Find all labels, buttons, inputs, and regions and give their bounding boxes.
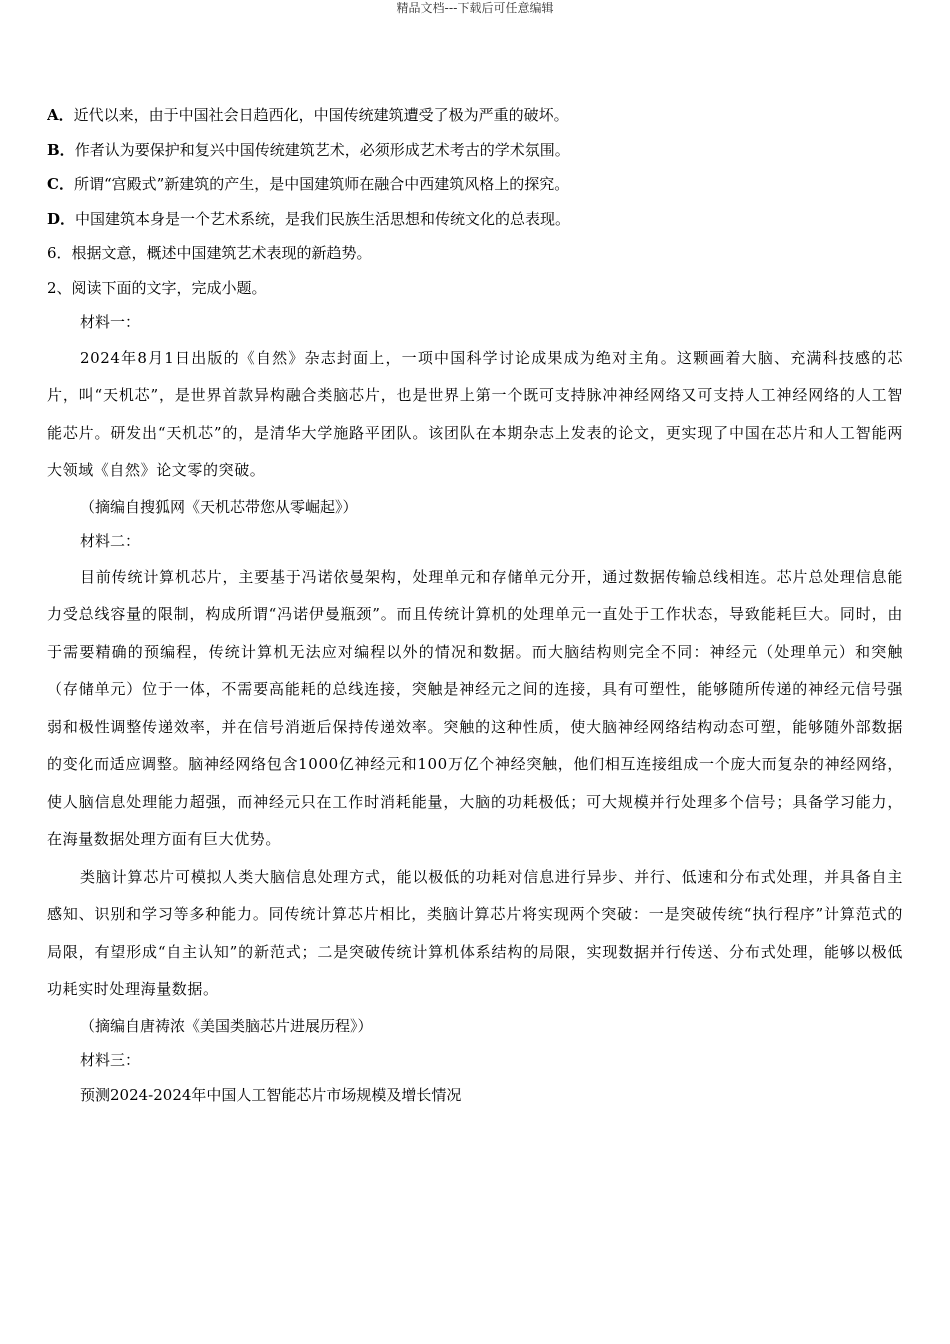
option-b	[47, 133, 903, 168]
option-text: 中国建筑本身是一个艺术系统，是我们民族生活思想和传统文化的总表现。	[75, 209, 571, 228]
material-2-heading: 材料二：	[80, 532, 141, 550]
material-2-body-2: 类脑计算芯片可模拟人类大脑信息处理方式，能以极低的功耗对信息进行异步、并行、低速和分布式处理，并具备自主感知、识别和学习等多种能力。同传统计算芯片相比，类脑计算芯片将实现两个突破：一是突破传统“执行程序”计算范式的局限，有望形成“自主认知”的新范式；二是突破传统计算机体系结构的局限，实现数据并行传送、分布式处理，能够以极低功耗实时处理海量数据。	[47, 867, 903, 998]
option-text: 作者认为要保护和复兴中国传统建筑艺术，必须形成艺术考古的学术氛围。	[74, 140, 570, 159]
option-c	[47, 167, 903, 202]
option-label: B．	[47, 140, 75, 159]
option-text: 所谓“宫殿式”新建筑的产生，是中国建筑师在融合中西建筑风格上的探究。	[73, 175, 570, 193]
material-1-body: 2024年8月1日出版的《自然》杂志封面上，一项中国科学讨论成果成为绝对主角。这颗画着大脑、充满科技感的芯片，叫“天机芯”，是世界首款异构融合类脑芯片，也是世界上第一个既可支持脉冲神经网络又可支持人工神经网络的人工智能芯片。研发出“天机芯”的，是清华大学施路平团队。该团队在本期杂志上发表的论文，更实现了中国在芯片和人工智能两大领域《自然》论文零的突破。	[47, 348, 903, 479]
option-label: A．	[47, 106, 74, 124]
option-label: C．	[47, 175, 74, 193]
question-6: 6．根据文意，概述中国建筑艺术表现的新趋势。	[47, 244, 372, 262]
material-1-source: （摘编自搜狐网《天机芯带您从零崛起》）	[80, 497, 358, 516]
chart-caption: 预测2024-2024年中国人工智能芯片市场规模及增长情况	[80, 1085, 462, 1104]
document-body	[47, 98, 903, 1112]
option-label: D．	[47, 209, 76, 228]
page-header: 精品文档---下载后可任意编辑	[396, 1, 554, 15]
material-1-heading: 材料一：	[80, 313, 141, 331]
material-2-source: （摘编自唐祷浓《美国类脑芯片进展历程》）	[80, 1016, 373, 1035]
option-text: 近代以来，由于中国社会日趋西化，中国传统建筑遭受了极为严重的破坏。	[73, 106, 569, 124]
option-d	[47, 202, 903, 237]
section-2-title: 2、阅读下面的文字，完成小题。	[47, 278, 267, 297]
material-2-body-1: 目前传统计算机芯片，主要基于冯诺依曼架构，处理单元和存储单元分开，通过数据传输总线相连。芯片总处理信息能力受总线容量的限制，构成所谓“冯诺伊曼瓶颈”。而且传统计算机的处理单元一直处于工作状态，导致能耗巨大。同时，由于需要精确的预编程，传统计算机无法应对编程以外的情况和数据。而大脑结构则完全不同：神经元（处理单元）和突触（存储单元）位于一体，不需要高能耗的总线连接，突触是神经元之间的连接，具有可塑性，能够随所传递的神经元信号强弱和极性调整传递效率，并在信号消逝后保持传递效率。突触的这种性质，使大脑神经网络结构动态可塑，能够随外部数据的变化而适应调整。脑神经网络包含1000亿神经元和100万亿个神经突触，他们相互连接组成一个庞大而复杂的神经网络，使人脑信息处理能力超强，而神经元只在工作时消耗能量，大脑的功耗极低；可大规模并行处理多个信号；具备学习能力，在海量数据处理方面有巨大优势。	[47, 567, 903, 848]
material-3-heading: 材料三：	[80, 1051, 141, 1069]
option-a	[47, 98, 903, 133]
